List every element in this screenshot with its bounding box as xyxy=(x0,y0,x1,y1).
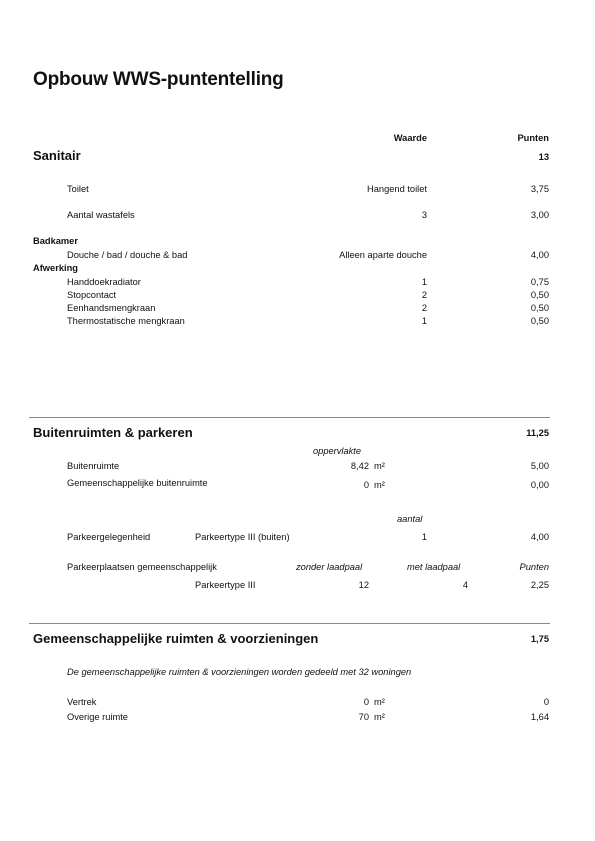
subheading-afwerking: Afwerking xyxy=(33,263,78,273)
row-unit-buitenruimte: m² xyxy=(374,461,385,471)
row-value-toilet: Hangend toilet xyxy=(367,184,427,194)
row-label-parkeergelegenheid: Parkeergelegenheid xyxy=(67,532,151,542)
column-label-zonder-laadpaal: zonder laadpaal xyxy=(296,562,363,572)
header-punten: Punten xyxy=(517,133,549,143)
row-label-handdoekradiator: Handdoekradiator xyxy=(67,277,141,287)
row-points-parkeerplaatsen: 2,25 xyxy=(530,580,549,590)
row-value-buitenruimte: 8,42 xyxy=(350,461,369,471)
row-value-vertrek: 0 xyxy=(363,697,369,707)
row-label-douche: Douche / bad / douche & bad xyxy=(67,250,188,260)
column-label-punten: Punten xyxy=(519,562,549,572)
row-points-thermostatische-mengkraan: 0,50 xyxy=(530,316,549,326)
row-label-eenhandsmengkraan: Eenhandsmengkraan xyxy=(67,303,156,313)
row-label-toilet: Toilet xyxy=(67,184,89,194)
row-points-wastafels: 3,00 xyxy=(530,210,549,220)
column-label-oppervlakte: oppervlakte xyxy=(313,446,362,456)
row-value-handdoekradiator: 1 xyxy=(421,277,427,287)
row-value-overige-ruimte: 70 xyxy=(358,712,369,722)
row-points-overige-ruimte: 1,64 xyxy=(530,712,549,722)
row-label-vertrek: Vertrek xyxy=(67,697,97,707)
subheading-badkamer: Badkamer xyxy=(33,236,78,246)
row-label-gemeenschappelijke-buitenruimte: Gemeenschappelijke buitenruimte xyxy=(67,478,208,488)
row-label-buitenruimte: Buitenruimte xyxy=(67,461,120,471)
row-points-eenhandsmengkraan: 0,50 xyxy=(530,303,549,313)
row-points-vertrek: 0 xyxy=(543,697,549,707)
row-value-stopcontact: 2 xyxy=(421,290,427,300)
row-unit-overige-ruimte: m² xyxy=(374,712,385,722)
row-value-thermostatische-mengkraan: 1 xyxy=(421,316,427,326)
row-label-overige-ruimte: Overige ruimte xyxy=(67,712,128,722)
row-value-wastafels: 3 xyxy=(421,210,427,220)
section-divider xyxy=(29,417,550,418)
section-title-buiten: Buitenruimten & parkeren xyxy=(33,425,193,440)
row-unit-gemeenschappelijke-buitenruimte: m² xyxy=(374,480,385,490)
row-points-douche: 4,00 xyxy=(530,250,549,260)
row-value-eenhandsmengkraan: 2 xyxy=(421,303,427,313)
section-total-sanitair: 13 xyxy=(538,152,549,162)
row-points-gemeenschappelijke-buitenruimte: 0,00 xyxy=(530,480,549,490)
row-value-douche: Alleen aparte douche xyxy=(339,250,427,260)
header-waarde: Waarde xyxy=(393,133,427,143)
row-value-gemeenschappelijke-buitenruimte: 0 xyxy=(363,480,369,490)
row-value-parkeergelegenheid: 1 xyxy=(421,532,427,542)
row-type-parkeerplaatsen: Parkeertype III xyxy=(195,580,256,590)
row-label-wastafels: Aantal wastafels xyxy=(67,210,135,220)
row-label-thermostatische-mengkraan: Thermostatische mengkraan xyxy=(67,316,185,326)
row-points-toilet: 3,75 xyxy=(530,184,549,194)
section-total-gemeenschappelijk: 1,75 xyxy=(530,634,549,644)
row-label-stopcontact: Stopcontact xyxy=(67,290,117,300)
section-title-gemeenschappelijk: Gemeenschappelijke ruimten & voorzieningen xyxy=(33,631,319,646)
section-note: De gemeenschappelijke ruimten & voorzieningen worden gedeeld met 32 woningen xyxy=(67,667,412,677)
row-label-parkeerplaatsen: Parkeerplaatsen gemeenschappelijk xyxy=(67,562,217,572)
row-value-zonder-laadpaal: 12 xyxy=(358,580,369,590)
section-divider xyxy=(29,623,550,624)
row-points-parkeergelegenheid: 4,00 xyxy=(530,532,549,542)
page-title: Opbouw WWS-puntentelling xyxy=(33,69,284,90)
row-type-parkeergelegenheid: Parkeertype III (buiten) xyxy=(195,532,290,542)
column-label-met-laadpaal: met laadpaal xyxy=(407,562,461,572)
row-unit-vertrek: m² xyxy=(374,697,385,707)
section-title-sanitair: Sanitair xyxy=(33,148,81,163)
row-value-met-laadpaal: 4 xyxy=(462,580,468,590)
row-points-stopcontact: 0,50 xyxy=(530,290,549,300)
section-total-buiten: 11,25 xyxy=(526,428,549,438)
row-points-buitenruimte: 5,00 xyxy=(530,461,549,471)
row-points-handdoekradiator: 0,75 xyxy=(530,277,549,287)
column-label-aantal: aantal xyxy=(397,514,423,524)
